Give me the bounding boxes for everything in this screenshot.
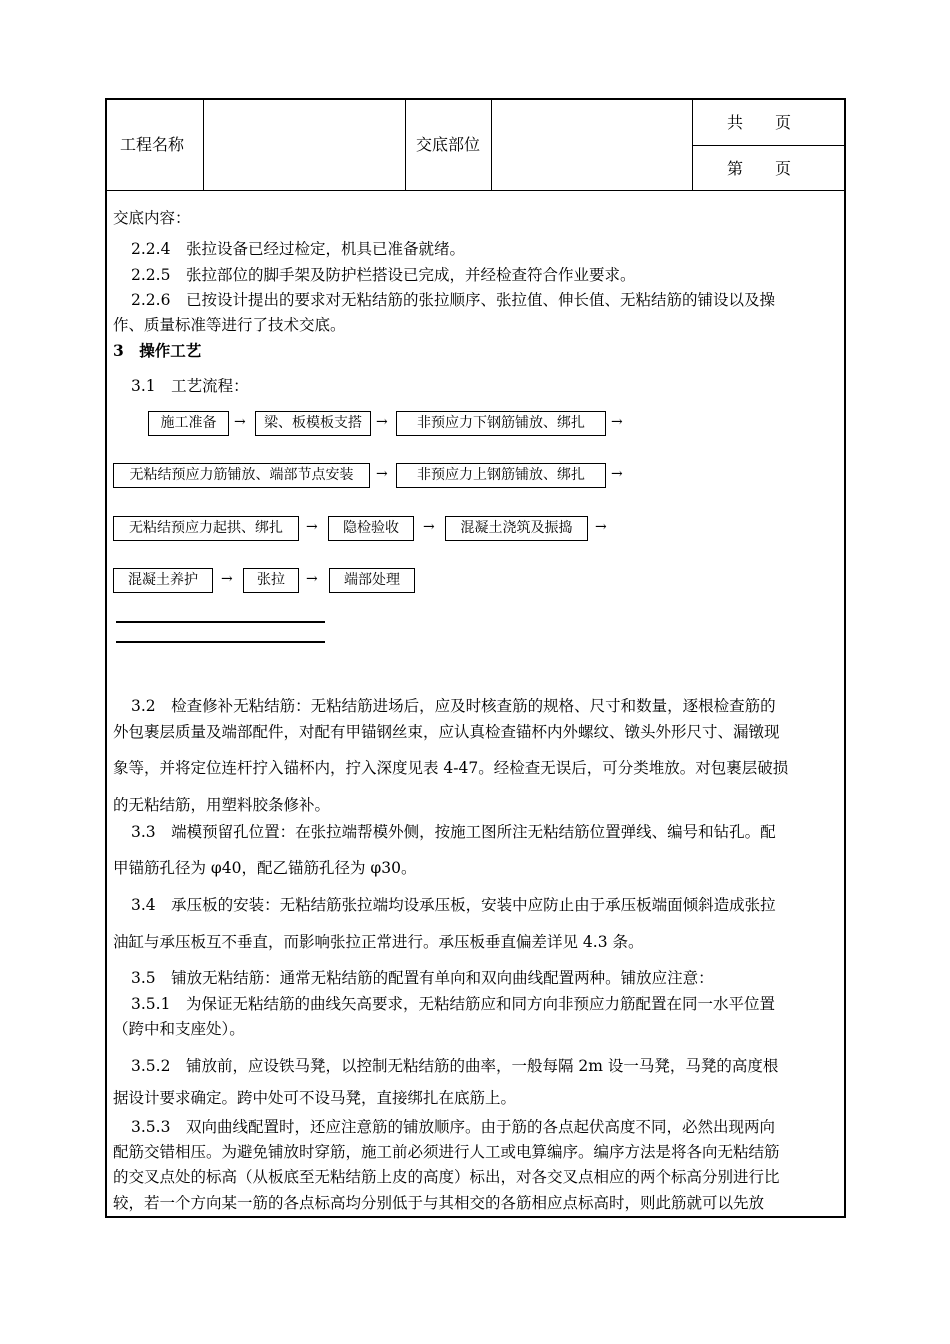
flow-step: 无粘结预应力起拱、绑扎 [113,516,299,541]
paragraph: 3.5.2 铺放前，应设铁马凳，以控制无粘结筋的曲率，一般每隔 2m 设一马凳，马凳的高度根 [131,1057,779,1075]
flow-step: 非预应力下钢筋铺放、绑扎 [396,411,606,436]
arrow-icon: → [611,466,623,482]
section-title: 3.1 工艺流程： [131,377,249,395]
paragraph: 甲锚筋孔径为 φ40，配乙锚筋孔径为 φ30。 [113,859,417,877]
content-label: 交底内容： [113,209,191,227]
paragraph: 2.2.6 已按设计提出的要求对无粘结筋的张拉顺序、张拉值、伸长值、无粘结筋的铺设以及操 [131,291,775,309]
header-divider-3 [491,98,492,191]
total-pages-label: 共 页 [727,113,792,132]
header-page-split [692,145,846,146]
section-title: 3 操作工艺 [113,341,202,360]
arrow-icon: → [376,414,388,430]
flow-step: 混凝土养护 [113,568,213,593]
project-name-label: 工程名称 [120,135,185,154]
paragraph: 的无粘结筋，用塑料胶条修补。 [113,796,331,814]
paragraph: 的交叉点处的标高（从板底至无粘结筋上皮的高度）标出，对各交叉点相应的两个标高分别进行比 [113,1168,780,1186]
flow-step: 梁、板模板支搭 [255,411,371,436]
paragraph: 外包裹层质量及端部配件，对配有甲锚钢丝束，应认真检查锚杯内外螺纹、镦头外形尺寸、漏镦现 [113,723,780,741]
paragraph: 作、质量标准等进行了技术交底。 [113,316,346,334]
paragraph: 3.5 铺放无粘结筋：通常无粘结筋的配置有单向和双向曲线配置两种。铺放应注意： [131,969,714,987]
paragraph: 象等，并将定位连杆拧入锚杯内，拧入深度见表 4-47。经检查无误后，可分类堆放。对包裹层破损 [113,759,789,777]
paragraph: 3.3 端模预留孔位置：在张拉端帮模外侧，按施工图所注无粘结筋位置弹线、编号和钻孔。配 [131,823,776,841]
flow-step: 隐检验收 [328,516,414,541]
paragraph: 据设计要求确定。跨中处可不设马凳，直接绑扎在底筋上。 [113,1089,517,1107]
paragraph: 3.5.3 双向曲线配置时，还应注意筋的铺放顺序。由于筋的各点起伏高度不同，必然出现两向 [131,1118,775,1136]
paragraph: 2.2.4 张拉设备已经过检定，机具已准备就绪。 [131,240,465,258]
flow-step: 张拉 [243,568,299,593]
flow-step: 无粘结预应力筋铺放、端部节点安装 [113,463,370,488]
flow-step: 非预应力上钢筋铺放、绑扎 [396,463,606,488]
location-label: 交底部位 [416,135,481,154]
divider-line [116,641,325,643]
arrow-icon: → [611,414,623,430]
header-divider-1 [203,98,204,191]
paragraph: 3.2 检查修补无粘结筋：无粘结筋进场后，应及时核查筋的规格、尺寸和数量，逐根检查筋的 [131,697,776,715]
flow-step: 混凝土浇筑及振捣 [445,516,588,541]
paragraph: 油缸与承压板互不垂直，而影响张拉正常进行。承压板垂直偏差详见 4.3 条。 [113,933,644,951]
divider-line [116,621,325,623]
header-divider-2 [405,98,406,191]
arrow-icon: → [306,519,318,535]
paragraph: 配筋交错相压。为避免铺放时穿筋，施工前必须进行人工或电算编序。编序方法是将各向无粘结筋 [113,1143,780,1161]
paragraph: 3.5.1 为保证无粘结筋的曲线矢高要求，无粘结筋应和同方向非预应力筋配置在同一水平位置 [131,995,775,1013]
paragraph: 2.2.5 张拉部位的脚手架及防护栏搭设已完成，并经检查符合作业要求。 [131,266,636,284]
arrow-icon: → [306,571,318,587]
header-bottom-line [105,190,846,191]
arrow-icon: → [221,571,233,587]
flow-step: 施工准备 [148,411,229,436]
paragraph: 3.4 承压板的安装：无粘结筋张拉端均设承压板，安装中应防止由于承压板端面倾斜造成张拉 [131,896,776,914]
arrow-icon: → [595,519,607,535]
flow-step: 端部处理 [329,568,415,593]
arrow-icon: → [423,519,435,535]
arrow-icon: → [234,414,246,430]
paragraph: 较，若一个方向某一筋的各点标高均分别低于与其相交的各筋相应点标高时，则此筋就可以先放 [113,1194,765,1212]
arrow-icon: → [376,466,388,482]
page-number-label: 第 页 [727,159,792,178]
paragraph: （跨中和支座处）。 [113,1020,245,1038]
